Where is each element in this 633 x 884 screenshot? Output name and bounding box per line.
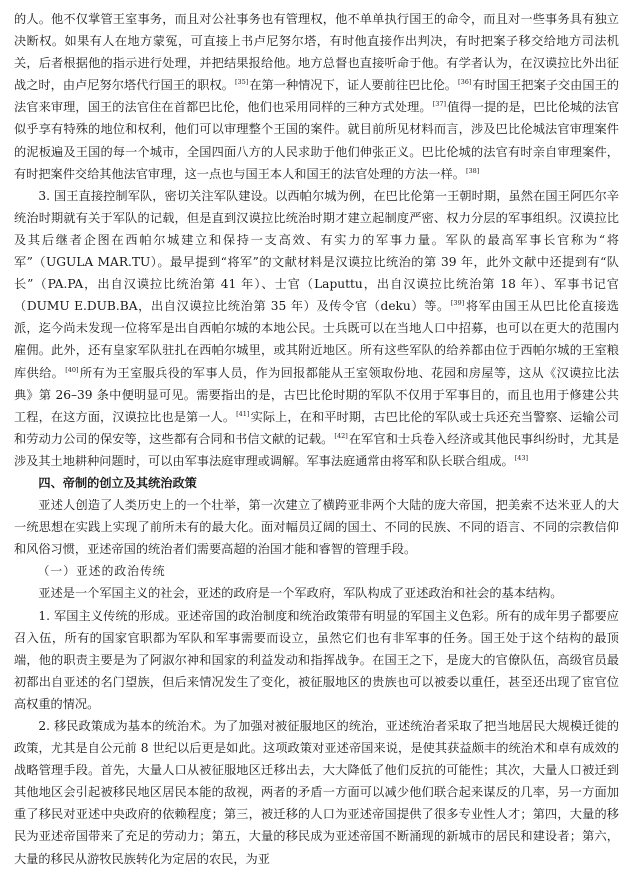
footnote-marker: [41] — [236, 409, 250, 418]
paragraph-text-run: 值得一提的是，巴比伦城的法官似乎享有特殊的地位和权利，他们可以审理整个王国的案件。就目前所见材料而言，涉及巴比伦城法官审理案件的泥板遍及王国的每一个城市，全国四面八方的人民求助于他们伸张正义。巴比伦城的法官有时亲自审理案件，有时把案件交给其他法官审理，这一点也与国王本人和国王的法官处理的方法一样。 — [14, 100, 620, 181]
paragraph-text-run: 3. 国王直接控制军队，密切关注军队建设。以西帕尔城为例，在巴比伦第一王朝时期，虽然在国王阿匹尔辛统治时期就有关于军队的记载，但是直到汉谟拉比统治时期才建立起制度严密、权力分层的军事组织。汉谟拉比及其后继者企图在西帕尔城建立和保持一支高效、有实力的军事力量。军队的最高军事长官称为“将军”（UGULA MAR.TU）。最早提到“将军”的文献材料是汉谟拉比统治的第 39 年，此外文献中还提到有“队长”（PA.PA，出自汉谟拉比统治第 41 年）、士官（Laputtu，出自汉谟拉比统治第 18 年）、军事书记官（DUMU E.DUB.BA，出自汉谟拉比统治第 35 年）及传令官（deku）等。 — [14, 188, 619, 314]
paragraph-text-run: 有时国王把案子交由国王的法官来审理，国王的法官住在首都巴比伦，他们也采用同样的三种方式处理。 — [14, 78, 619, 115]
paragraph-militarism-tradition: 1. 军国主义传统的形成。亚述帝国的政治制度和统治政策带有明显的军国主义色彩。所有的成年男子都要应召入伍，所有的国家官职都为军队和军事需要而设立，虽然它们也有非军事的任务。国王处于这个结构的最顶端，他的职责主要是为了阿淑尔神和国家的利益发动和指挥战争。在国王之下，是庞大的官僚队伍，高级官员最初都出自亚述的名门望族，但后来情况发生了变化，被征服地区的贵族也可以被委以重任，甚至还出现了宦官位高权重的情况。 — [14, 608, 619, 711]
body-paragraph-p2 — [14, 185, 619, 472]
paragraph-migration-policy: 2. 移民政策成为基本的统治术。为了加强对被征服地区的统治，亚述统治者采取了把当地居民大规模迁徙的政策，尤其是自公元前 8 世纪以后更是如此。这项政策对亚述帝国来说，是使其获益颇丰的统治术和卓有成效的战略管理手段。首先，大量人口从被征服地区迁移出去，大大降低了他们反抗的可能性；其次，大量人口被迁到其他地区会引起被移民地区居民本能的敌视，两者的矛盾一方面可以减少他们联合起来谋反的几率，另一方面加重了移民对亚述中央政府的依赖程度；第三，被迁移的人口为亚述帝国提供了很多专业性人才；第四，大量的移民为亚述帝国带来了充足的劳动力；第五，大量的移民成为亚述帝国不断涌现的新城市的居民和建设者；第六，大量的移民从游牧民族转化为定居的农民，为亚 — [14, 719, 619, 866]
footnote-marker: [36] — [458, 78, 472, 87]
footnote-marker: [42] — [334, 431, 348, 440]
paragraph-text-run: 在军官和士兵卷入经济或其他民事纠纷时，尤其是涉及其土地耕种问题时，可以由军事法庭审理或调解。军事法庭通常由将军和队长联合组成。 — [14, 431, 620, 468]
section-intro-paragraph: 亚述人创造了人类历史上的一个壮举，第一次建立了横跨亚非两个大陆的庞大帝国，把美索不达米亚人的大一统思想在实践上实现了前所未有的最大化。面对幅员辽阔的国土、不同的民族、不同的语言、不同的宗教信仰和风俗习惯，亚述帝国的统治者们需要高超的治国才能和睿智的管理手段。 — [14, 498, 619, 557]
footnote-marker: [38] — [465, 166, 480, 175]
footnote-marker: [40] — [65, 365, 79, 374]
paragraph-militarism-intro: 亚述是一个军国主义的社会，亚述的政府是一个军政府，军队构成了亚述政治和社会的基本结构。 — [38, 586, 563, 601]
body-paragraph-p1 — [14, 8, 619, 185]
paragraph-text-run: 将军由国王从巴比伦直接选派，迄今尚未发现一位将军是出自西帕尔城的本地公民。士兵既可以在当地人口中招募，也可以在更大的范围内雇佣。此外，还有皇家军队驻扎在西帕尔城里，或其附近地区。所有这些军队的给养都由位于西帕尔城的王室粮库供给。 — [14, 299, 619, 380]
paragraph-text-run: 所有为王室服兵役的军事人员，作为回报都能从王室领取份地、花园和房屋等，这从《汉谟拉比法典》第 26–39 条中便明显可见。需要指出的是，古巴比伦时期的军队不仅用于军事目的，而且也用于修建公共工程，在这方面，汉谟拉比也是第一人。 — [14, 365, 620, 424]
footnote-marker: [43] — [514, 453, 529, 462]
upper-body-text — [14, 8, 619, 472]
section-heading: 四、帝制的创立及其统治政策 — [38, 475, 197, 490]
subsection-heading: （一）亚述的政治传统 — [37, 564, 166, 579]
paragraph-text-run: 的人。他不仅掌管王室事务，而且对公社事务也有管理权，他不单单执行国王的命令，而且对一些事务具有独立决断权。如果有人在地方蒙冤，可直接上书卢尼努尔塔，有时他直接作出判决，有时把案子移交给地方司法机关，后者根据他的指示进行处理，并把结果报给他。地方总督也直接听命于他。有学者认为，在汉谟拉比外出征战之时，由卢尼努尔塔代行国王的职权。 — [14, 12, 619, 93]
footnote-marker: [39] — [450, 299, 465, 308]
paragraph-text-run: 实际上，在和平时期，古巴比伦的军队或士兵还充当警察、运输公司和劳动力公司的保安等，这些都有合同和书信文献的记载。 — [14, 409, 620, 446]
paragraph-text-run: 在第一种情况下，证人要前往巴比伦。 — [249, 78, 458, 93]
footnote-marker: [37] — [432, 100, 447, 109]
footnote-marker: [35] — [234, 78, 249, 87]
